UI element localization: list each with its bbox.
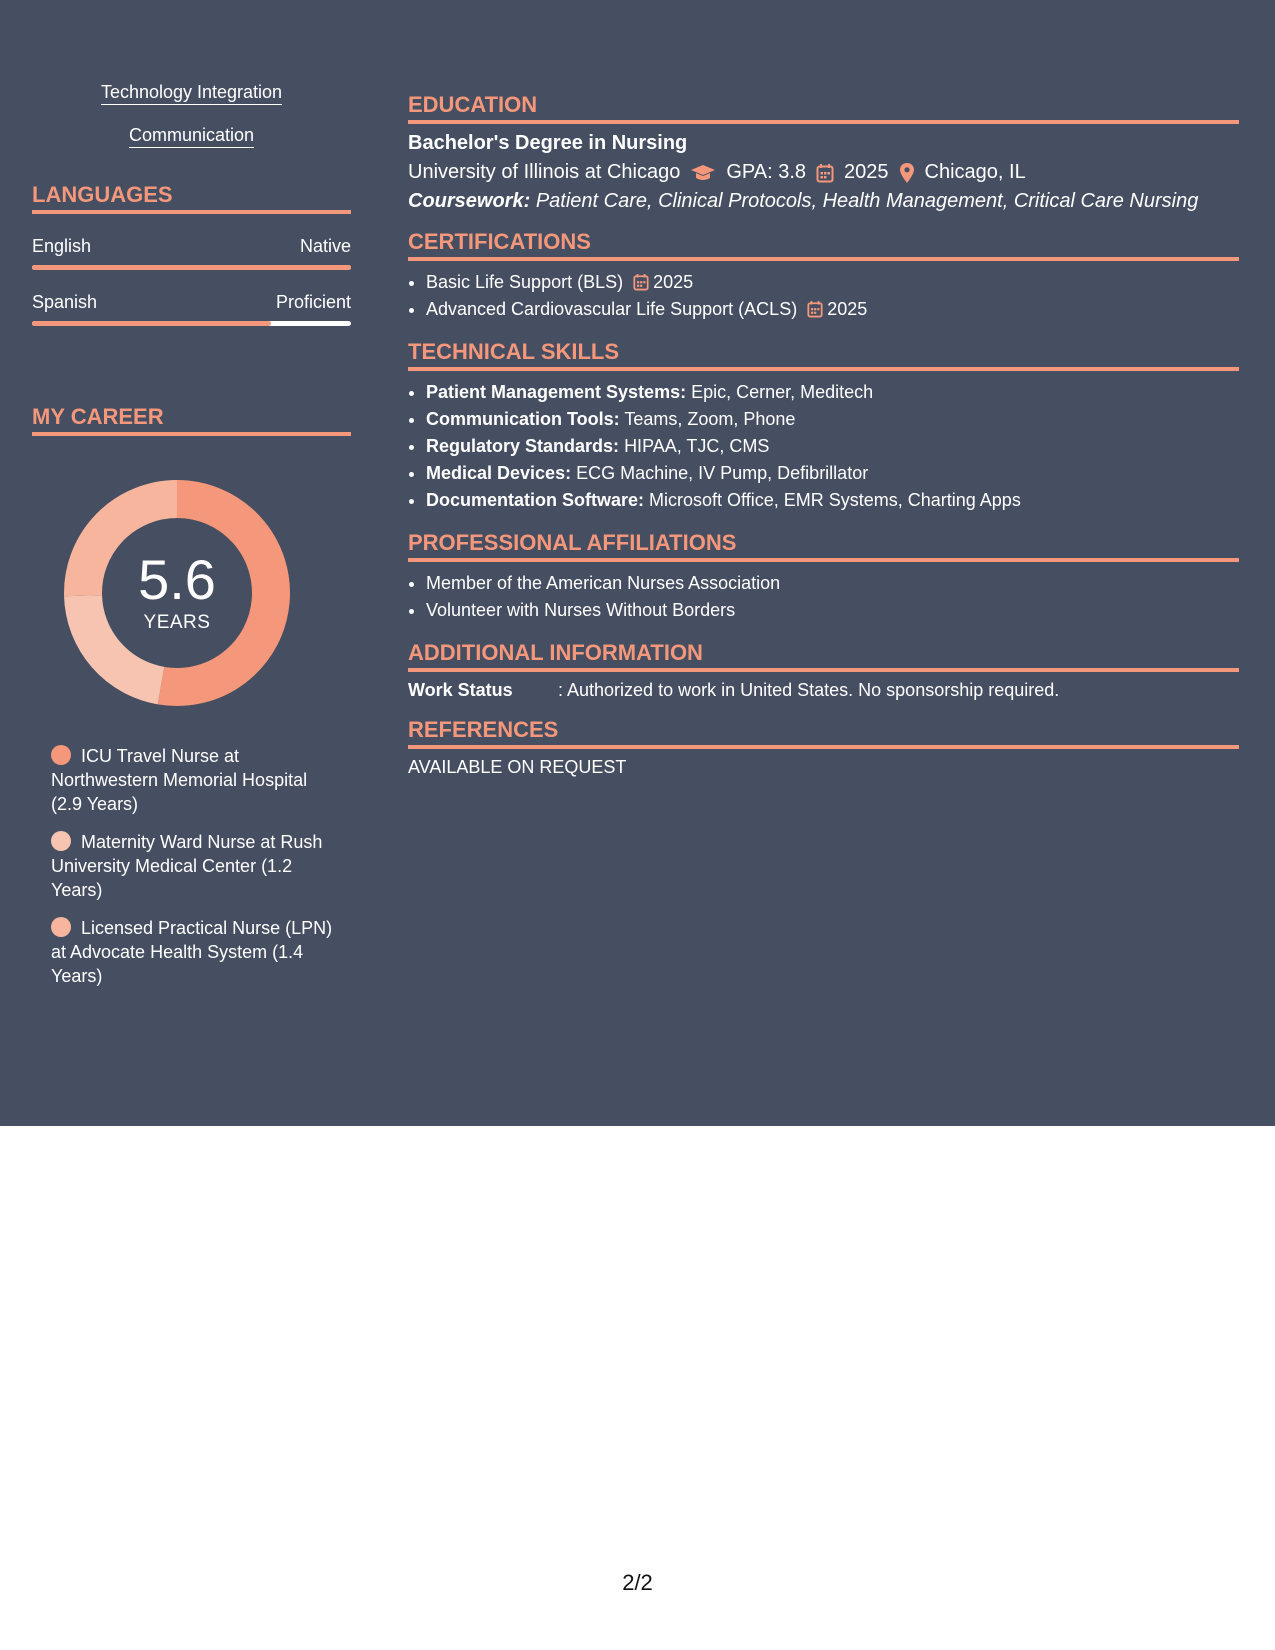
affiliation-item: • Member of the American Nurses Association [426, 570, 1239, 597]
skill-item: Communication [32, 125, 351, 148]
language-spanish [32, 292, 351, 326]
technical-skills-section [408, 339, 1239, 514]
language-bar [32, 265, 351, 270]
work-status-label: Work Status [408, 680, 513, 700]
legend-dot-icon [51, 917, 71, 937]
skill-item: Technology Integration [32, 82, 351, 105]
main-content [408, 92, 1239, 794]
calendar-icon [633, 273, 649, 291]
graduation-year: 2025 [844, 161, 889, 183]
technical-skill-item: • Patient Management Systems: Epic, Cerner, Meditech [426, 379, 1239, 406]
technical-skill-item: • Regulatory Standards: HIPAA, TJC, CMS [426, 433, 1239, 460]
career-legend [51, 744, 341, 988]
language-level: Proficient [275, 292, 351, 312]
page-number: 2/2 [622, 1570, 653, 1595]
references-heading: REFERENCES [408, 717, 1239, 749]
affiliations-section [408, 530, 1239, 624]
certifications-heading: CERTIFICATIONS [408, 229, 1239, 261]
career-heading: MY CAREER [32, 404, 351, 436]
career-donut-chart [62, 478, 292, 708]
language-name: English [32, 236, 92, 256]
location-pin-icon [899, 162, 915, 184]
coursework-label: Coursework: [408, 190, 531, 212]
legend-dot-icon [51, 745, 71, 765]
certification-item: • Basic Life Support (BLS) 2025 [426, 269, 1239, 296]
legend-dot-icon [51, 831, 71, 851]
calendar-icon [816, 163, 834, 183]
graduation-cap-icon [690, 163, 716, 183]
technical-skills-heading: TECHNICAL SKILLS [408, 339, 1239, 371]
language-english [32, 236, 351, 270]
affiliation-item: • Volunteer with Nurses Without Borders [426, 597, 1239, 624]
language-level: Native [299, 236, 351, 256]
coursework-list: Patient Care, Clinical Protocols, Health Management, Critical Care Nursing [535, 190, 1199, 212]
additional-info-heading: ADDITIONAL INFORMATION [408, 640, 1239, 672]
sidebar [32, 82, 351, 1002]
technical-skill-item: • Communication Tools: Teams, Zoom, Phone [426, 406, 1239, 433]
gpa: GPA: 3.8 [726, 161, 807, 183]
references-section [408, 717, 1239, 778]
technical-skill-item: • Documentation Software: Microsoft Office, EMR Systems, Charting Apps [426, 487, 1239, 514]
languages-heading: LANGUAGES [32, 182, 351, 214]
references-text: AVAILABLE ON REQUEST [408, 757, 627, 777]
affiliations-heading: PROFESSIONAL AFFILIATIONS [408, 530, 1239, 562]
school-location: Chicago, IL [924, 161, 1026, 183]
education-details [408, 161, 1239, 184]
language-bar [32, 321, 351, 326]
technical-skill-item: • Medical Devices: ECG Machine, IV Pump, Defibrillator [426, 460, 1239, 487]
coursework [408, 190, 1239, 213]
career-total: 5.6 [138, 548, 216, 611]
language-bar-fill [32, 321, 271, 326]
work-status [408, 680, 1239, 701]
career-item: Maternity Ward Nurse at Rush University Medical Center (1.2 Years) [51, 832, 323, 900]
education-section [408, 92, 1239, 213]
school-name: University of Illinois at Chicago [408, 161, 681, 183]
certifications-section [408, 229, 1239, 323]
career-unit: YEARS [143, 612, 211, 633]
certification-item: • Advanced Cardiovascular Life Support (ACLS) 2025 [426, 296, 1239, 323]
education-heading: EDUCATION [408, 92, 1239, 124]
language-name: Spanish [32, 292, 98, 312]
career-item: ICU Travel Nurse at Northwestern Memorial Hospital (2.9 Years) [51, 746, 308, 814]
career-item: Licensed Practical Nurse (LPN) at Advocate Health System (1.4 Years) [51, 918, 333, 986]
calendar-icon [807, 300, 823, 318]
degree-title: Bachelor's Degree in Nursing [408, 132, 688, 154]
work-status-value: : Authorized to work in United States. No sponsorship required. [558, 680, 1060, 700]
language-bar-fill [32, 265, 351, 270]
additional-info-section [408, 640, 1239, 701]
